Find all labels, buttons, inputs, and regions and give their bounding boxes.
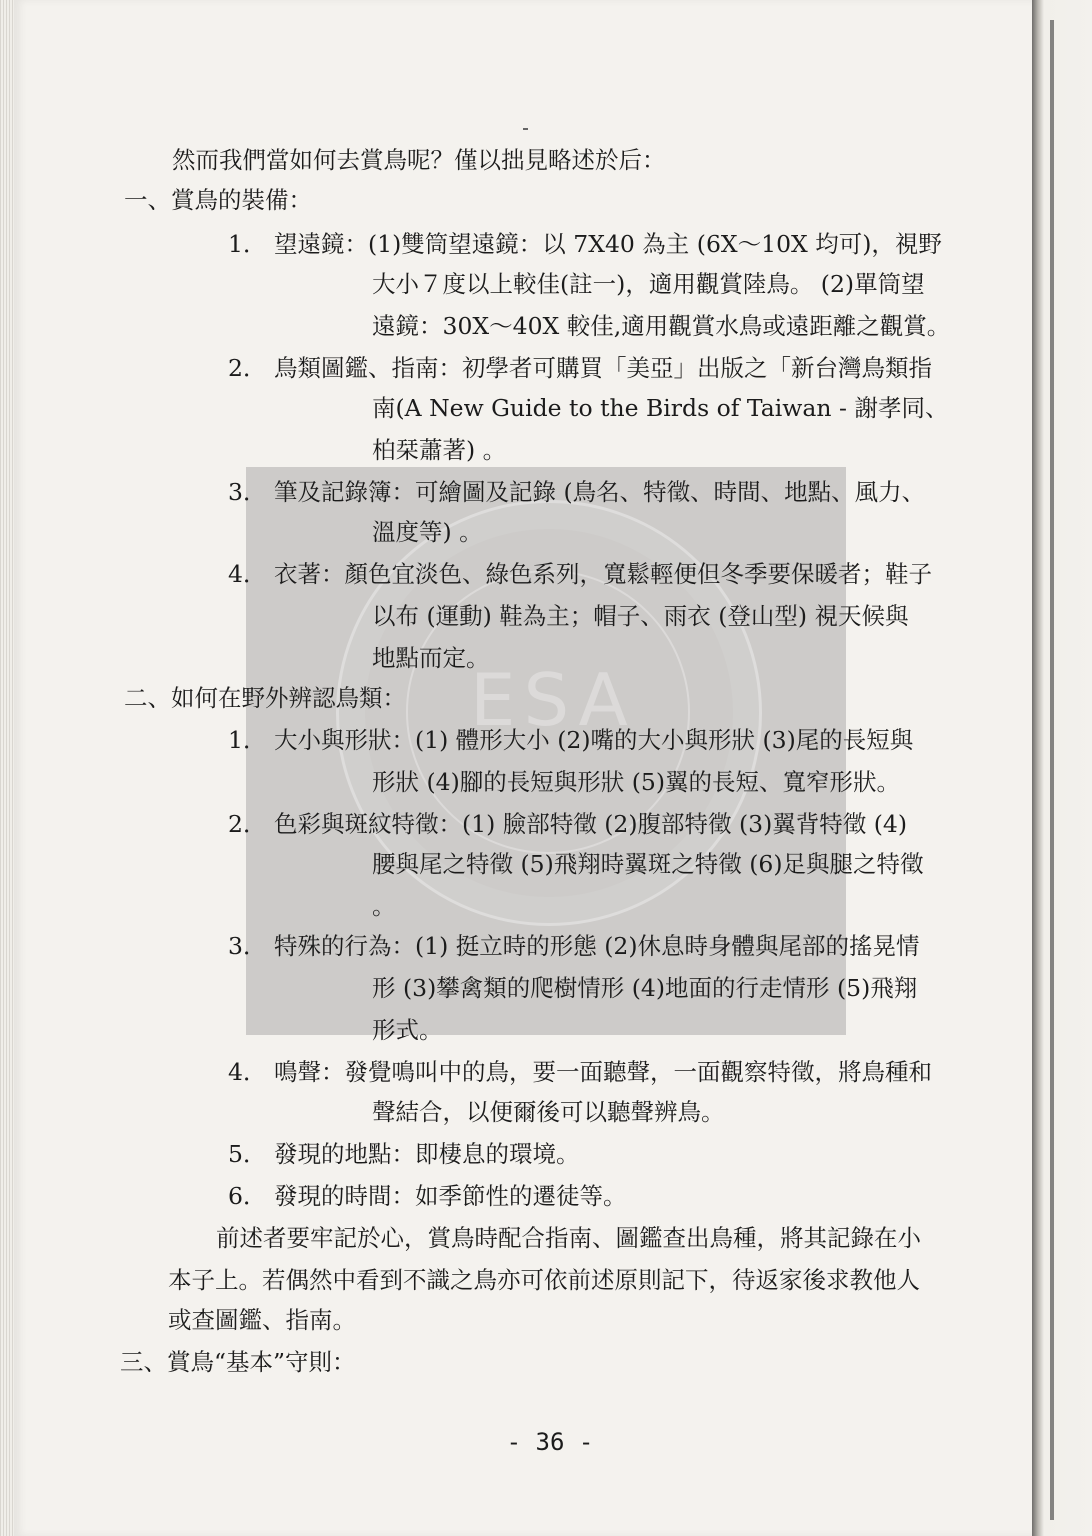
item-text: 發現的時間：如季節性的遷徒等。 <box>274 1182 627 1210</box>
closing-paragraph-line: 或查圖鑑、指南。 <box>168 1306 356 1334</box>
item-text: 發現的地點：即棲息的環境。 <box>274 1140 580 1168</box>
section-3-heading: 三、賞鳥“基本”守則： <box>120 1348 356 1376</box>
list-item <box>228 352 932 384</box>
list-item <box>228 1138 580 1170</box>
item-text: 望遠鏡：(1)雙筒望遠鏡：以 7X40 為主 (6X～10X 均可)，視野 <box>274 230 942 258</box>
page-number: - 36 - <box>506 1428 594 1456</box>
section-1-heading: 一、賞鳥的裝備： <box>124 186 312 214</box>
item-continuation: 形狀 (4)腳的長短與形狀 (5)翼的長短、寬窄形狀。 <box>372 768 901 796</box>
list-item <box>228 808 907 840</box>
item-continuation: 形式。 <box>372 1016 443 1044</box>
item-continuation: 遠鏡：30X～40X 較佳,適用觀賞水鳥或遠距離之觀賞。 <box>372 312 951 340</box>
right-page-edge <box>1032 0 1092 1536</box>
item-continuation: 以布 (運動) 鞋為主；帽子、雨衣 (登山型) 視天候與 <box>372 602 909 630</box>
list-item <box>228 724 913 756</box>
item-number: 2． <box>228 810 267 838</box>
item-continuation: 地點而定。 <box>372 644 490 672</box>
item-number: 3． <box>228 932 267 960</box>
item-number: 5． <box>228 1140 267 1168</box>
list-item <box>228 476 925 508</box>
item-text: 鳥類圖鑑、指南：初學者可購買「美亞」出版之「新台灣鳥類指 <box>274 354 932 382</box>
item-continuation: 腰與尾之特徵 (5)飛翔時翼斑之特徵 (6)足與腿之特徵 <box>372 850 924 878</box>
section-2-heading: 二、如何在野外辨認鳥類： <box>124 684 406 712</box>
list-item <box>228 228 942 260</box>
list-item <box>228 1180 627 1212</box>
item-number: 3． <box>228 478 267 506</box>
item-text: 鳴聲：發覺鳴叫中的鳥，要一面聽聲，一面觀察特徵，將鳥種和 <box>274 1058 932 1086</box>
closing-paragraph-line: 本子上。若偶然中看到不識之鳥亦可依前述原則記下，待返家後求教他人 <box>168 1266 920 1294</box>
item-number: 1． <box>228 726 267 754</box>
list-item <box>228 558 932 590</box>
item-text: 衣著：顏色宜淡色、綠色系列，寬鬆輕便但冬季要保暖者；鞋子 <box>274 560 932 588</box>
list-item <box>228 930 920 962</box>
item-text: 特殊的行為：(1) 挺立時的形態 (2)休息時身體與尾部的搖晃情 <box>274 932 920 960</box>
item-continuation: 。 <box>372 892 396 920</box>
item-text: 大小與形狀：(1) 體形大小 (2)嘴的大小與形狀 (3)尾的長短與 <box>274 726 914 754</box>
item-continuation: 大小７度以上較佳(註一)，適用觀賞陸鳥。 (2)單筒望 <box>372 270 925 298</box>
item-number: 2． <box>228 354 267 382</box>
item-number: 4． <box>228 560 267 588</box>
item-number: 6． <box>228 1182 267 1210</box>
intro-paragraph: 然而我們當如何去賞鳥呢？僅以拙見略述於后： <box>172 146 666 174</box>
item-continuation: 聲結合，以便爾後可以聽聲辨鳥。 <box>372 1098 725 1126</box>
seal-emblem-icon: ESA <box>470 658 636 742</box>
item-number: 4． <box>228 1058 267 1086</box>
item-text: 筆及記錄簿：可繪圖及記錄 (鳥名、特徵、時間、地點、風力、 <box>274 478 926 506</box>
item-text: 色彩與斑紋特徵：(1) 臉部特徵 (2)腹部特徵 (3)翼背特徵 (4) <box>274 810 908 838</box>
scan-speck <box>523 128 528 130</box>
item-number: 1． <box>228 230 267 258</box>
closing-paragraph-line: 前述者要牢記於心，賞鳥時配合指南、圖鑑查出鳥種，將其記錄在小 <box>216 1224 921 1252</box>
item-continuation: 柏栞蕭著) 。 <box>372 436 507 464</box>
list-item <box>228 1056 932 1088</box>
left-page-edge <box>0 0 14 1536</box>
item-continuation: 形 (3)攀禽類的爬樹情形 (4)地面的行走情形 (5)飛翔 <box>372 974 918 1002</box>
item-continuation: 南(A New Guide to the Birds of Taiwan - 謝孝同、 <box>372 394 949 422</box>
item-continuation: 溫度等) 。 <box>372 518 483 546</box>
